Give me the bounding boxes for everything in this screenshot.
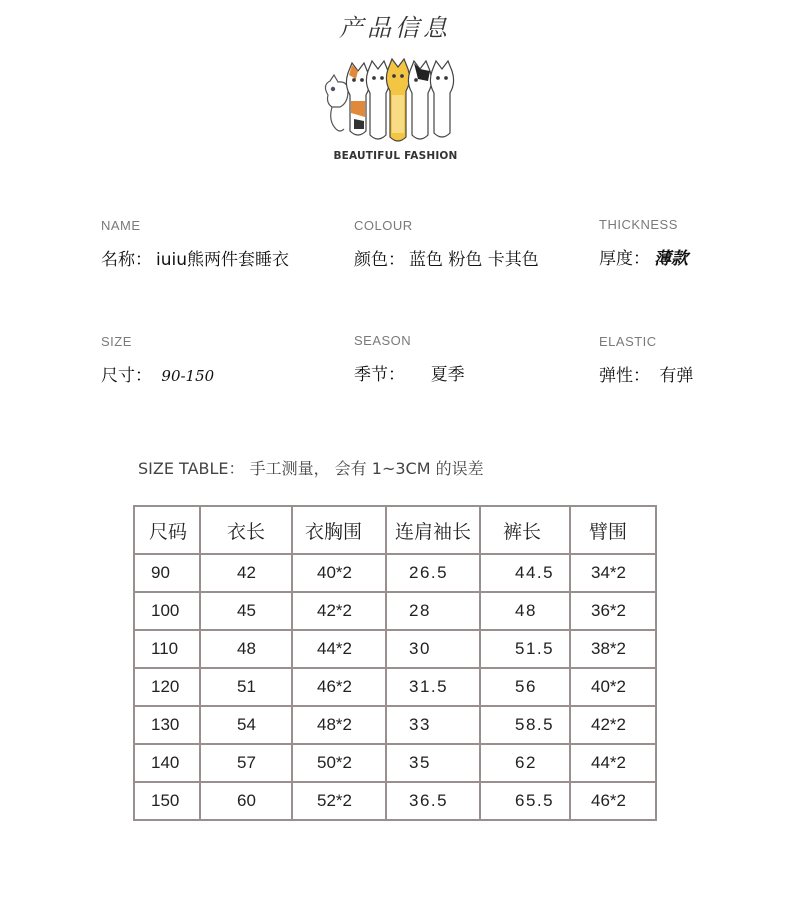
attr-name-text: iuiu熊两件套睡衣 <box>156 250 289 270</box>
size-table <box>133 505 657 821</box>
attr-thickness-value <box>599 244 790 269</box>
attr-thickness-en: THICKNESS <box>599 217 678 232</box>
attr-season <box>354 333 594 385</box>
attr-size <box>101 334 341 386</box>
table-cell: 110 <box>134 630 200 668</box>
column-header: 臂围 <box>570 506 656 554</box>
attr-colour-value <box>354 245 594 270</box>
attr-season-text: 夏季 <box>430 365 465 385</box>
column-header: 裤长 <box>480 506 570 554</box>
table-cell: 44*2 <box>570 744 656 782</box>
attr-name-label: 名称： <box>101 250 152 270</box>
table-cell: 35 <box>386 744 480 782</box>
size-table-note: SIZE TABLE： 手工测量， 会有 1~3CM 的误差 <box>138 459 484 478</box>
attr-season-en: SEASON <box>354 333 412 348</box>
attr-colour-text: 蓝色 粉色 卡其色 <box>409 250 539 270</box>
attr-size-text: 90-150 <box>161 367 215 385</box>
table-cell: 36.5 <box>386 782 480 820</box>
attr-colour-label: 颜色： <box>354 250 405 270</box>
attr-thickness-text: 薄款 <box>654 249 688 269</box>
table-cell: 40*2 <box>292 554 386 592</box>
table-cell: 48 <box>200 630 292 668</box>
table-cell: 44*2 <box>292 630 386 668</box>
table-cell: 52*2 <box>292 782 386 820</box>
table-cell: 60 <box>200 782 292 820</box>
table-cell: 42*2 <box>292 592 386 630</box>
attr-name <box>101 218 341 270</box>
table-cell: 46*2 <box>292 668 386 706</box>
table-cell: 130 <box>134 706 200 744</box>
table-cell: 51.5 <box>480 630 570 668</box>
table-cell: 38*2 <box>570 630 656 668</box>
attr-elastic-text: 有弹 <box>659 366 694 386</box>
column-header: 连肩袖长 <box>386 506 480 554</box>
table-cell: 58.5 <box>480 706 570 744</box>
table-cell: 65.5 <box>480 782 570 820</box>
table-row <box>134 744 656 782</box>
table-cell: 40*2 <box>570 668 656 706</box>
table-cell: 100 <box>134 592 200 630</box>
table-cell: 57 <box>200 744 292 782</box>
attr-season-label: 季节： <box>354 365 405 385</box>
page-title: 产品信息 <box>339 14 451 42</box>
attr-colour-en: COLOUR <box>354 218 413 233</box>
attr-season-value <box>354 360 594 385</box>
table-cell: 54 <box>200 706 292 744</box>
attr-elastic-label: 弹性： <box>599 366 650 386</box>
attr-size-en: SIZE <box>101 334 132 349</box>
table-cell: 50*2 <box>292 744 386 782</box>
attr-elastic-en: ELASTIC <box>599 334 657 349</box>
attr-elastic <box>599 334 790 386</box>
table-row <box>134 782 656 820</box>
attr-size-label: 尺寸： <box>101 366 152 386</box>
table-row <box>134 630 656 668</box>
attr-thickness <box>599 217 790 269</box>
table-row <box>134 592 656 630</box>
size-table-header-row <box>134 506 656 554</box>
attr-name-en: NAME <box>101 218 141 233</box>
table-row <box>134 668 656 706</box>
table-cell: 150 <box>134 782 200 820</box>
table-cell: 33 <box>386 706 480 744</box>
table-cell: 36*2 <box>570 592 656 630</box>
table-cell: 62 <box>480 744 570 782</box>
attr-name-value <box>101 245 341 270</box>
table-cell: 31.5 <box>386 668 480 706</box>
table-cell: 28 <box>386 592 480 630</box>
table-row <box>134 706 656 744</box>
table-cell: 51 <box>200 668 292 706</box>
table-row <box>134 554 656 592</box>
column-header: 衣胸围 <box>292 506 386 554</box>
table-cell: 30 <box>386 630 480 668</box>
attr-size-value <box>101 361 341 386</box>
table-cell: 48 <box>480 592 570 630</box>
column-header: 尺码 <box>134 506 200 554</box>
table-cell: 45 <box>200 592 292 630</box>
table-cell: 140 <box>134 744 200 782</box>
attr-colour <box>354 218 594 270</box>
attr-thickness-label: 厚度： <box>599 249 650 269</box>
table-cell: 48*2 <box>292 706 386 744</box>
table-cell: 42*2 <box>570 706 656 744</box>
table-cell: 44.5 <box>480 554 570 592</box>
column-header: 衣长 <box>200 506 292 554</box>
table-cell: 42 <box>200 554 292 592</box>
attr-elastic-value <box>599 361 790 386</box>
table-cell: 90 <box>134 554 200 592</box>
table-cell: 56 <box>480 668 570 706</box>
table-cell: 34*2 <box>570 554 656 592</box>
logo-caption: BEAUTIFUL FASHION <box>333 150 458 162</box>
table-cell: 26.5 <box>386 554 480 592</box>
table-cell: 46*2 <box>570 782 656 820</box>
table-cell: 120 <box>134 668 200 706</box>
